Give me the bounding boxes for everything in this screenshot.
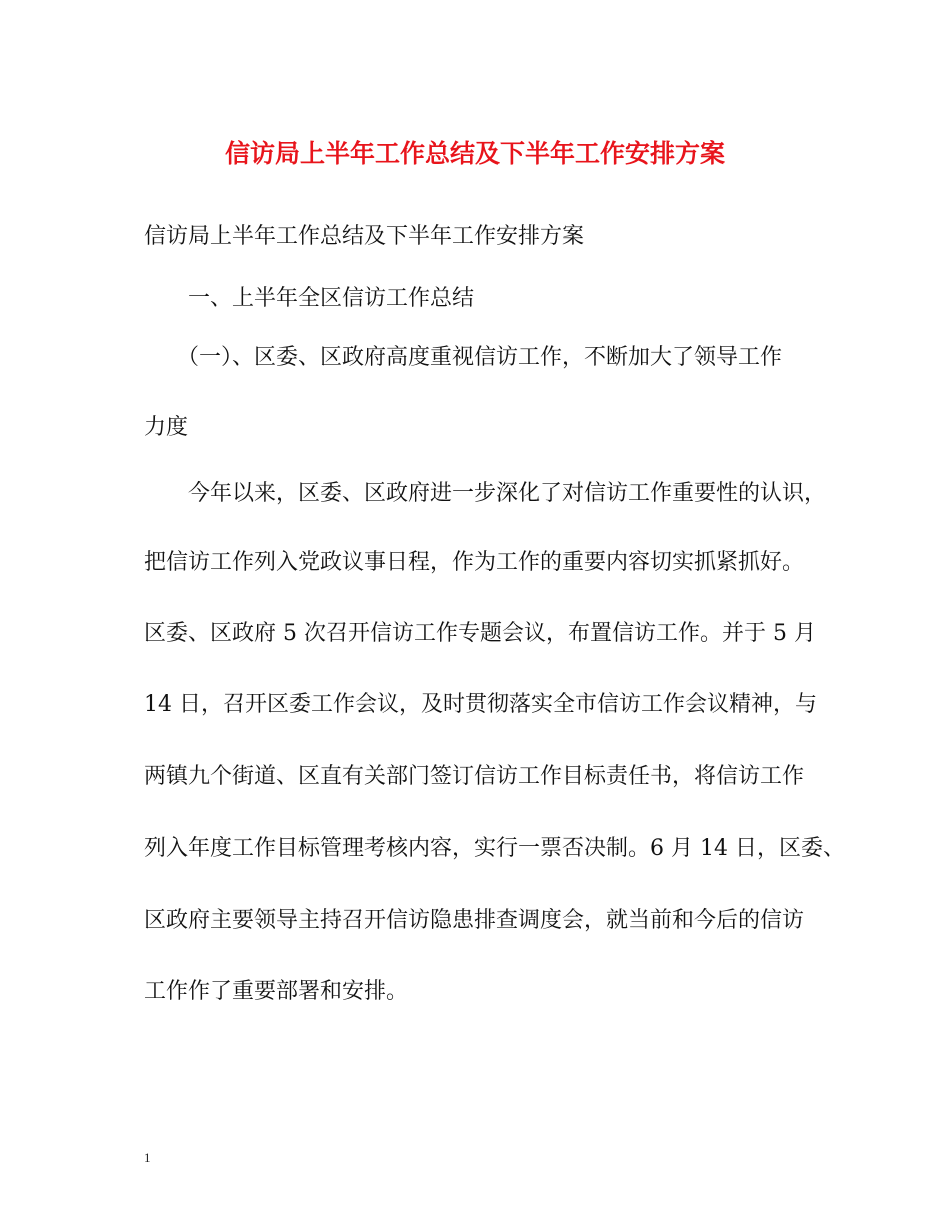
paragraph-line-5: 两镇九个街道、区直有关部门签订信访工作目标责任书，将信访工作: [144, 764, 805, 789]
paragraph-line-7: 区政府主要领导主持召开信访隐患排查调度会，就当前和今后的信访: [144, 908, 805, 933]
paragraph-line-3: 区委、区政府 5 次召开信访工作专题会议，布置信访工作。并于 5 月: [144, 621, 816, 646]
section-heading-1: 一、上半年全区信访工作总结: [144, 286, 475, 311]
page-number: 1: [144, 1150, 151, 1165]
subsection-heading-1-cont: 力度: [144, 415, 189, 440]
doc-subtitle-line: 信访局上半年工作总结及下半年工作安排方案: [144, 224, 585, 249]
document-title: 信访局上半年工作总结及下半年工作安排方案: [224, 139, 725, 168]
paragraph-line-4: 14 日，召开区委工作会议，及时贯彻落实全市信访工作会议精神，与: [144, 692, 817, 717]
paragraph-line-6: 列入年度工作目标管理考核内容，实行一票否决制。6 月 14 日，区委、: [144, 836, 845, 861]
paragraph-line-8: 工作作了重要部署和安排。: [144, 979, 409, 1004]
paragraph-line-1: 今年以来，区委、区政府进一步深化了对信访工作重要性的认识，: [144, 481, 827, 506]
subsection-heading-1: （一）、区委、区政府高度重视信访工作，不断加大了领导工作: [144, 345, 783, 370]
paragraph-line-2: 把信访工作列入党政议事日程，作为工作的重要内容切实抓紧抓好。: [144, 550, 805, 575]
